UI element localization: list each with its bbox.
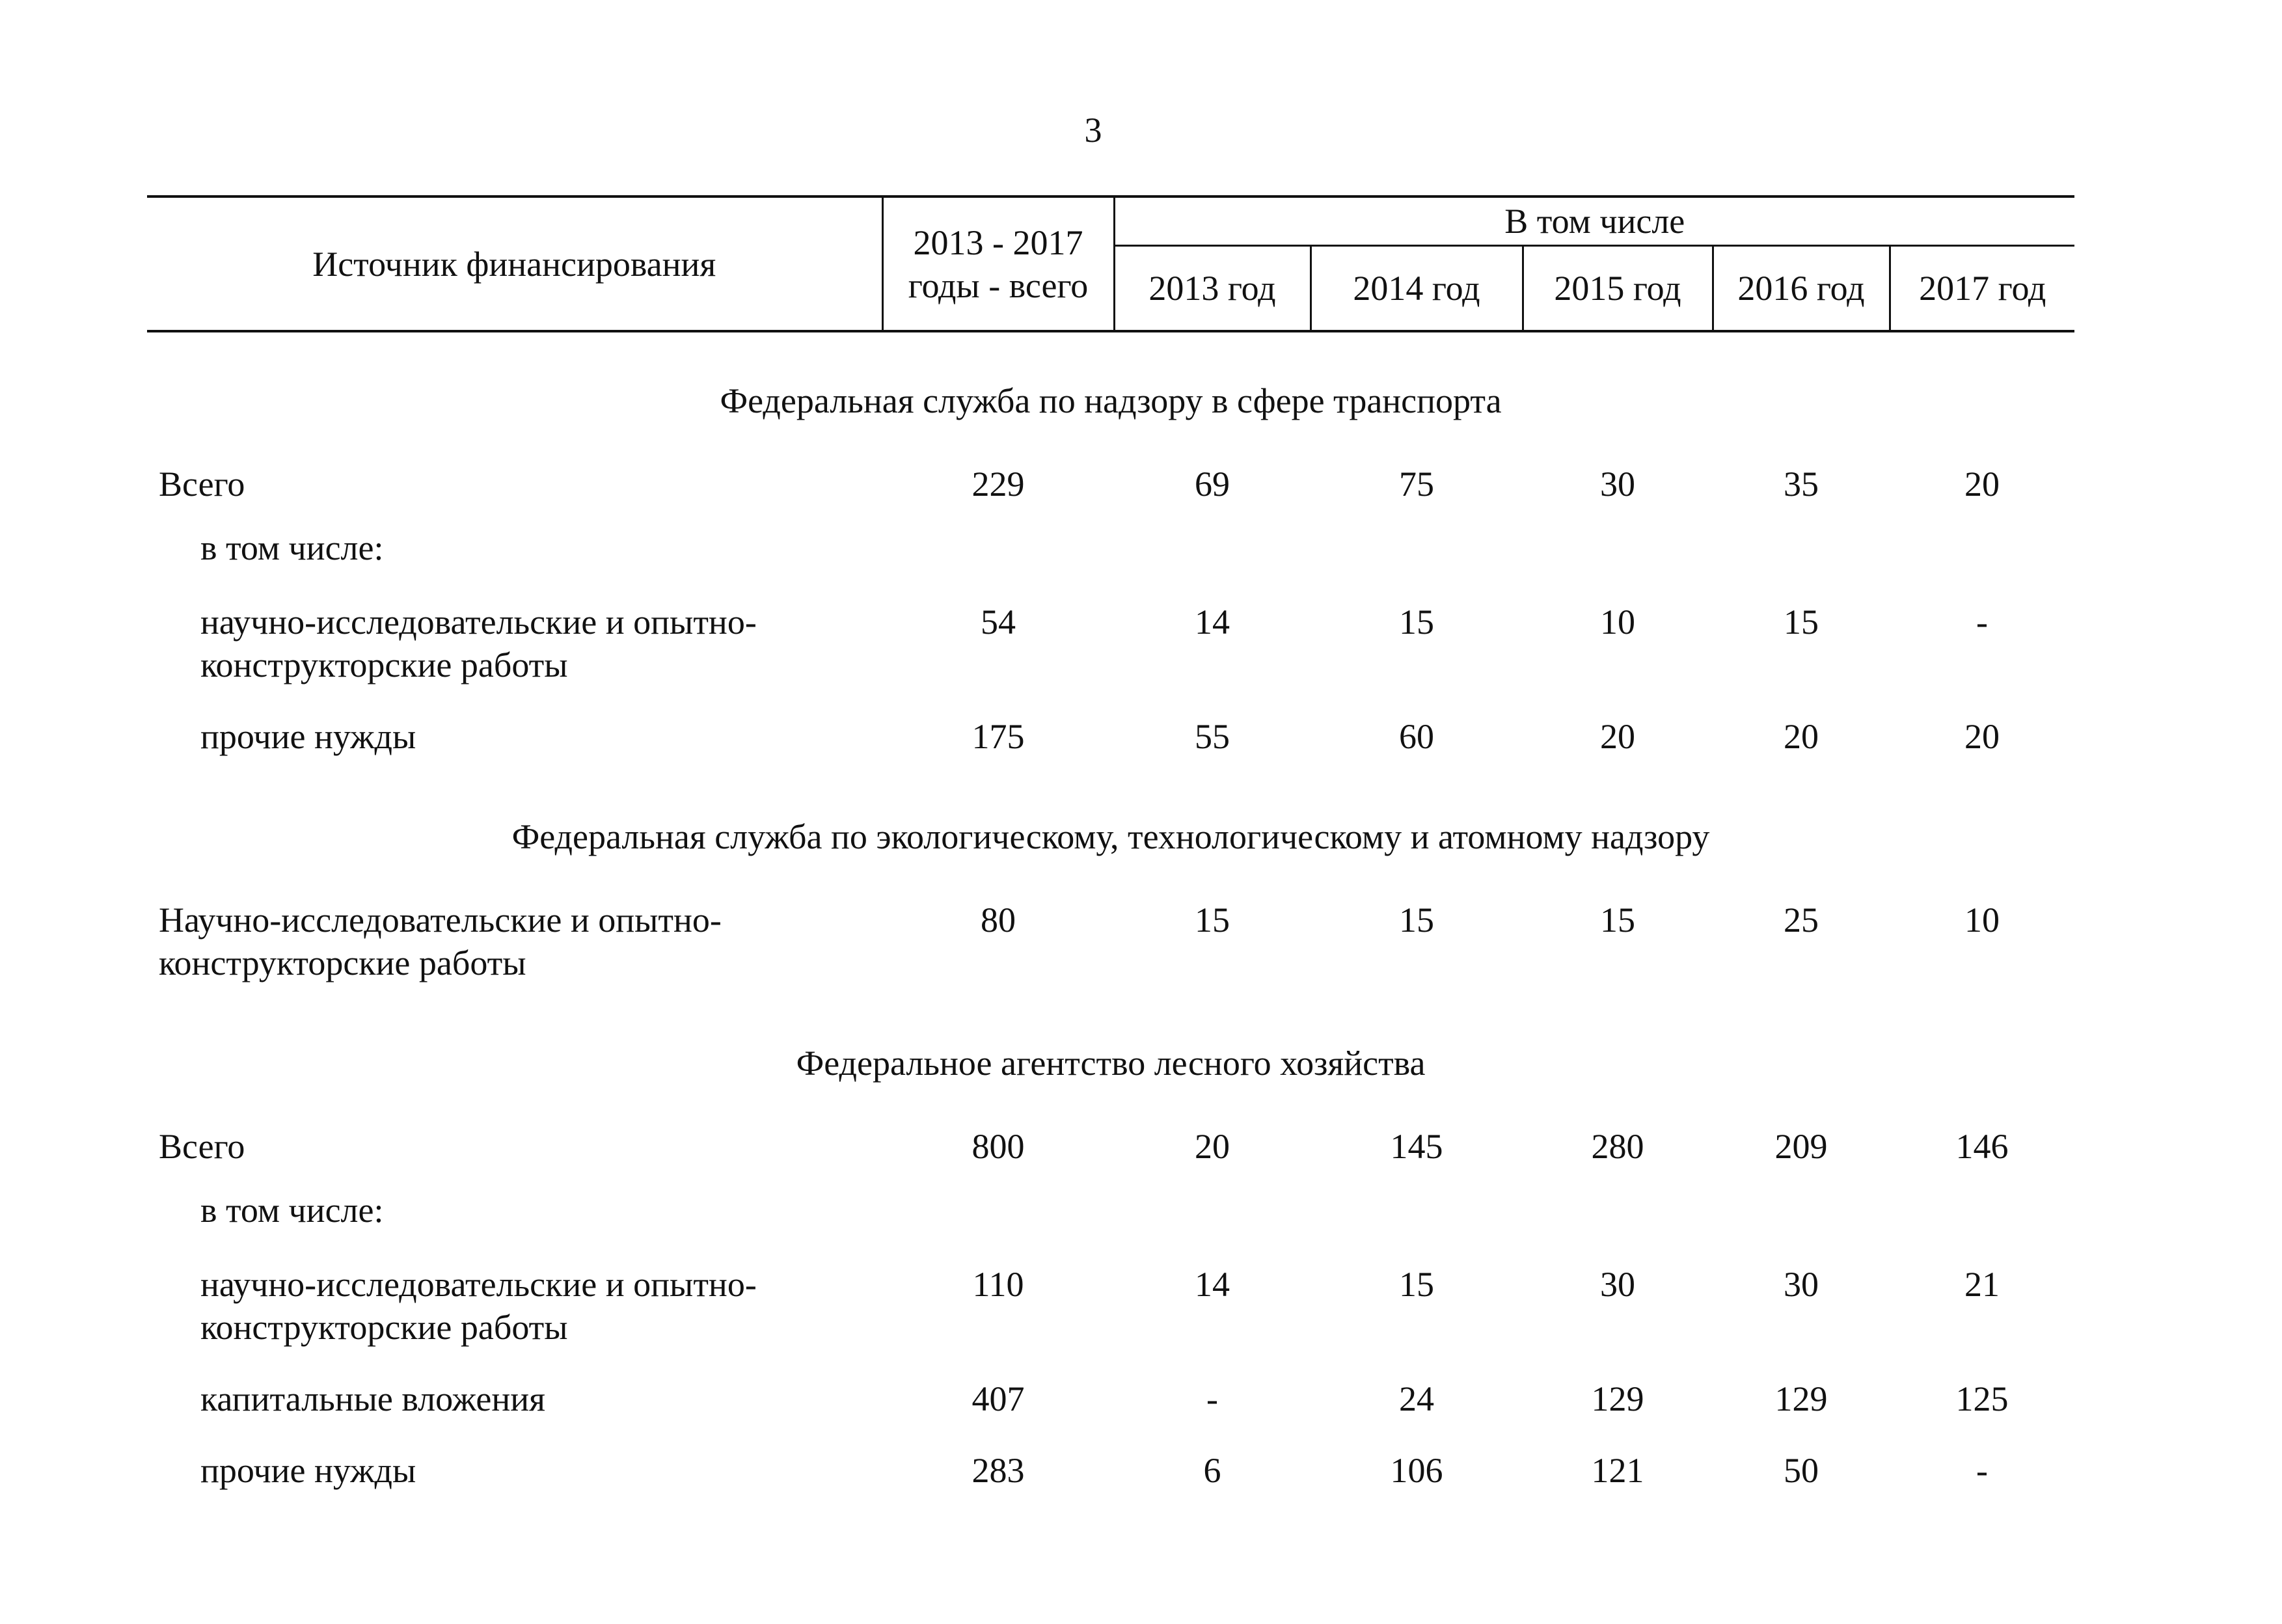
cell-2014: 75 <box>1399 465 1434 504</box>
cell-total: 407 <box>971 1379 1025 1418</box>
cell-2016: 35 <box>1784 465 1819 504</box>
cell-2013: 20 <box>1195 1127 1230 1166</box>
header-year-2017: 2017 год <box>1890 246 2074 332</box>
row-label: в том числе: <box>200 528 384 567</box>
table-row <box>147 701 2074 772</box>
page-number: 3 <box>1084 111 1102 150</box>
cell-2014: 15 <box>1399 602 1434 642</box>
cell-2015: 15 <box>1600 900 1635 940</box>
financing-table <box>147 195 2074 1506</box>
row-label: научно-исследовательские и опытно-конструкторские работы <box>200 1265 757 1347</box>
header-year-2014: 2014 год <box>1311 246 1523 332</box>
cell-2016: 50 <box>1784 1451 1819 1490</box>
header-source: Источник финансирования <box>147 196 882 331</box>
table-row <box>147 1182 2074 1249</box>
cell-2015: 280 <box>1591 1127 1644 1166</box>
section-title: Федеральное агентство лесного хозяйства <box>796 1044 1426 1083</box>
table-row <box>147 586 2074 701</box>
cell-2014: 24 <box>1399 1379 1434 1418</box>
header-year-2015: 2015 год <box>1523 246 1713 332</box>
cell-2017: 10 <box>1964 900 2000 940</box>
cell-2015: 121 <box>1591 1451 1644 1490</box>
cell-total: 80 <box>981 900 1016 940</box>
cell-2016: 15 <box>1784 602 1819 642</box>
cell-2015: 20 <box>1600 717 1635 756</box>
table-row <box>147 1363 2074 1435</box>
cell-2014: 15 <box>1399 1265 1434 1304</box>
cell-2015: 129 <box>1591 1379 1644 1418</box>
cell-2016: 129 <box>1774 1379 1828 1418</box>
header-total: 2013 - 2017 годы - всего <box>882 196 1114 331</box>
cell-total: 229 <box>971 465 1025 504</box>
header-in-that-number: В том числе <box>1114 196 2074 246</box>
row-label: прочие нужды <box>200 717 416 756</box>
cell-2014: 15 <box>1399 900 1434 940</box>
cell-total: 800 <box>971 1127 1025 1166</box>
table-row <box>147 448 2074 520</box>
table-row <box>147 884 2074 999</box>
row-label: в том числе: <box>200 1191 384 1230</box>
cell-2015: 10 <box>1600 602 1635 642</box>
table-row <box>147 1111 2074 1182</box>
cell-2013: 6 <box>1203 1451 1221 1490</box>
row-label: Всего <box>159 465 245 504</box>
cell-2017: 21 <box>1964 1265 2000 1304</box>
row-label: капитальные вложения <box>200 1379 545 1418</box>
header-year-2016: 2016 год <box>1713 246 1890 332</box>
cell-2013: 55 <box>1195 717 1230 756</box>
table-row <box>147 1435 2074 1506</box>
cell-2014: 106 <box>1390 1451 1443 1490</box>
cell-2013: - <box>1206 1379 1218 1418</box>
cell-2017: - <box>1976 602 1989 642</box>
cell-2015: 30 <box>1600 1265 1635 1304</box>
cell-total: 283 <box>971 1451 1025 1490</box>
row-label: Научно-исследовательские и опытно-конструкторские работы <box>159 900 722 982</box>
row-label: Всего <box>159 1127 245 1166</box>
cell-2016: 20 <box>1784 717 1819 756</box>
cell-total: 54 <box>981 602 1016 642</box>
cell-2017: 20 <box>1964 465 2000 504</box>
cell-2013: 69 <box>1195 465 1230 504</box>
cell-2017: 125 <box>1955 1379 2009 1418</box>
table-row <box>147 520 2074 586</box>
cell-2017: 20 <box>1964 717 2000 756</box>
section-title: Федеральная служба по надзору в сфере транспорта <box>720 381 1502 420</box>
cell-2017: - <box>1976 1451 1989 1490</box>
cell-2013: 15 <box>1195 900 1230 940</box>
cell-2016: 209 <box>1774 1127 1828 1166</box>
cell-2014: 60 <box>1399 717 1434 756</box>
cell-total: 110 <box>972 1265 1024 1304</box>
cell-2013: 14 <box>1195 602 1230 642</box>
cell-2014: 145 <box>1390 1127 1443 1166</box>
cell-2016: 30 <box>1784 1265 1819 1304</box>
header-year-2013: 2013 год <box>1114 246 1311 332</box>
section-title: Федеральная служба по экологическому, технологическому и атомному надзору <box>511 817 1710 856</box>
table-row <box>147 1249 2074 1363</box>
cell-2016: 25 <box>1784 900 1819 940</box>
cell-2015: 30 <box>1600 465 1635 504</box>
cell-2017: 146 <box>1955 1127 2009 1166</box>
row-label: прочие нужды <box>200 1451 416 1490</box>
cell-2013: 14 <box>1195 1265 1230 1304</box>
row-label: научно-исследовательские и опытно-конструкторские работы <box>200 602 757 684</box>
cell-total: 175 <box>971 717 1025 756</box>
